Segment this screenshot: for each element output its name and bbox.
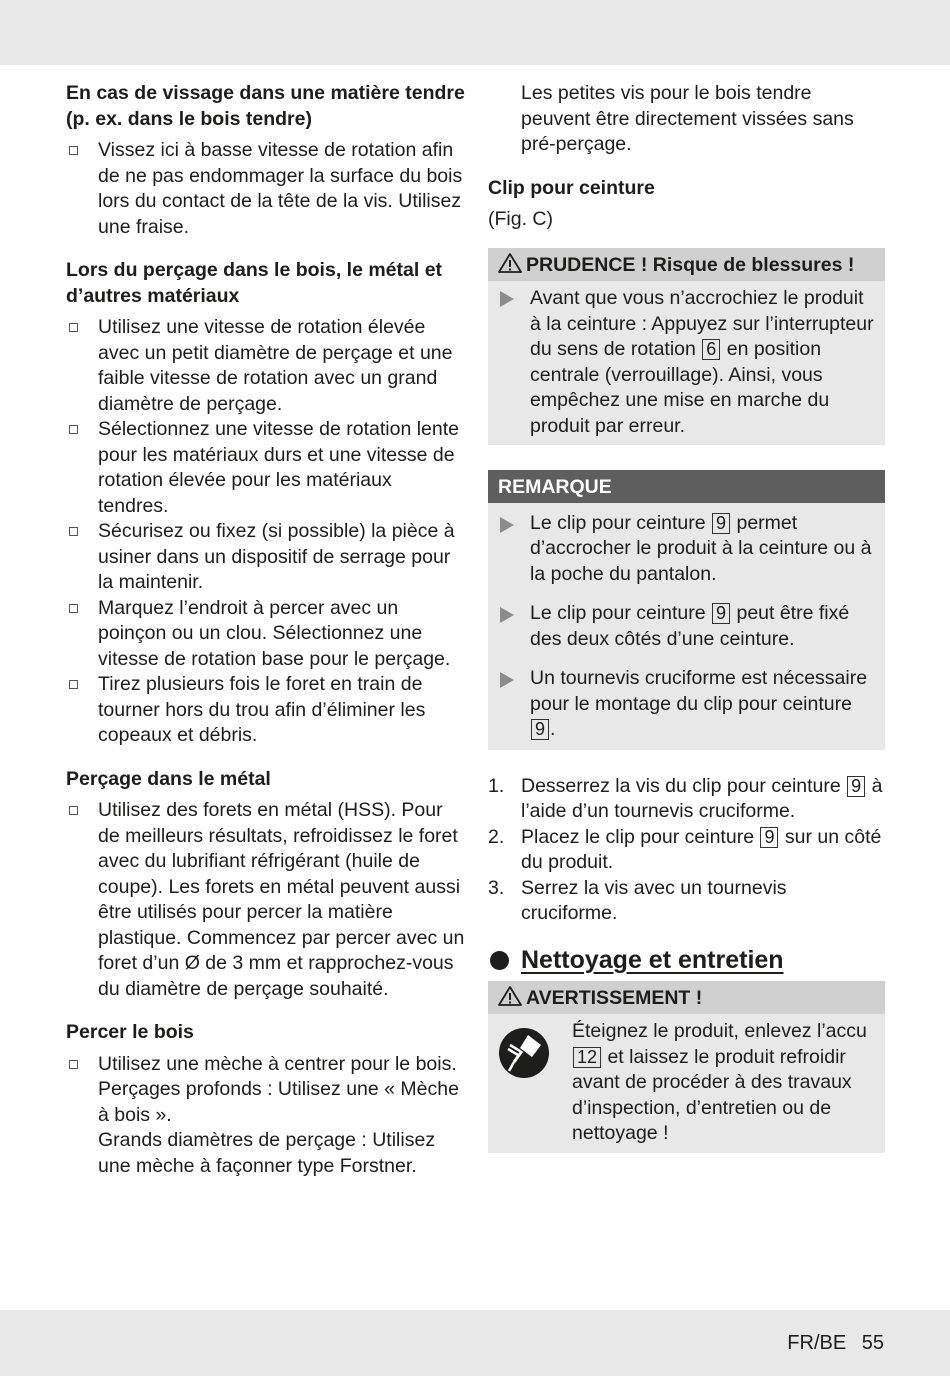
list-item-text: Utilisez une vitesse de rotation élevée avec un petit diamètre de perçage et une faible vitesse de rotation avec un grand diamètre de perçage.	[98, 316, 453, 415]
part-number-ref: 9	[712, 603, 730, 624]
warning-title: AVERTISSEMENT !	[526, 986, 703, 1009]
header-band	[0, 0, 950, 65]
note-text: .	[550, 718, 556, 740]
list-metal-drilling	[66, 798, 466, 1002]
checkbox-bullet-icon	[69, 425, 78, 434]
part-number-ref: 9	[712, 513, 730, 534]
list-item	[66, 417, 466, 519]
step-text: sur un côté du produit.	[521, 825, 882, 873]
step-item	[488, 774, 885, 825]
list-item-text: Tirez plusieurs fois le foret en train de tourner hors du trou afin d’éliminer les copeaux et débris.	[98, 673, 426, 746]
list-item	[66, 519, 466, 596]
arrow-right-icon	[500, 291, 514, 307]
warning-text-block	[572, 1019, 875, 1147]
page-number: 55	[861, 1332, 884, 1354]
part-number-ref: 6	[702, 339, 720, 360]
part-number-ref: 9	[760, 827, 778, 848]
list-item-text: Sécurisez ou fixez (si possible) la pièce à usiner dans un dispositif de serrage pour la maintenir.	[98, 520, 455, 593]
heading-wood-drilling: Percer le bois	[66, 1021, 194, 1043]
footer-language: FR/BE	[787, 1332, 847, 1354]
bullet-dot-icon	[490, 951, 509, 970]
checkbox-bullet-icon	[69, 604, 78, 613]
list-item-text: Sélectionnez une vitesse de rotation lente pour les matériaux durs et une vitesse de rotation élevée pour les matériaux tendres.	[98, 418, 459, 517]
checkbox-bullet-icon	[69, 527, 78, 536]
list-item	[66, 138, 466, 240]
caution-text: en position centrale (verrouillage). Ainsi, vous empêchez une mise en marche du produit par erreur.	[530, 338, 830, 437]
heading-soft-material: En cas de vissage dans une matière tendre (p. ex. dans le bois tendre)	[66, 82, 465, 130]
warning-text: et laissez le produit refroidir avant de procéder à des travaux d’inspection, d’entretien ou de nettoyage !	[572, 1045, 852, 1144]
caution-title: PRUDENCE ! Risque de blessures !	[526, 253, 855, 276]
caution-text: Avant que vous n’accrochiez le produit à la ceinture : Appuyez sur l’interrupteur du sens de rotation	[530, 287, 874, 360]
list-wood-drilling	[66, 1052, 466, 1180]
step-text: Placez le clip pour ceinture	[521, 825, 755, 848]
note-text: Un tournevis cruciforme est nécessaire pour le montage du clip pour ceinture	[530, 667, 868, 715]
arrow-right-icon	[500, 517, 514, 533]
list-item-text: Utilisez une mèche à centrer pour le bois.	[98, 1052, 457, 1075]
list-item-text: Perçages profonds : Utilisez une « Mèche à bois ».	[98, 1078, 459, 1126]
note-text: Le clip pour ceinture	[530, 511, 706, 534]
list-item-text: Vissez ici à basse vitesse de rotation afin de ne pas endommager la surface du bois lors du contact de la tête de la vis. Utilisez une fraise.	[98, 139, 463, 238]
note-text: permet d’accrocher le produit à la ceinture ou à la poche du pantalon.	[530, 511, 872, 585]
figure-reference: (Fig. C)	[488, 208, 553, 230]
step-number: 1.	[488, 774, 505, 797]
warning-box	[488, 981, 885, 1153]
right-column	[488, 81, 885, 1153]
section-title-text: Nettoyage et entretien	[521, 945, 784, 974]
list-drilling-materials	[66, 315, 466, 749]
warning-header	[488, 981, 885, 1015]
list-item	[66, 315, 466, 417]
part-number-ref: 12	[573, 1047, 601, 1068]
heading-metal-drilling: Perçage dans le métal	[66, 767, 271, 790]
part-number-ref: 9	[847, 776, 865, 797]
note-box	[488, 470, 885, 750]
step-number: 3.	[488, 876, 505, 899]
checkbox-bullet-icon	[69, 146, 78, 155]
note-item	[488, 507, 885, 592]
checkbox-bullet-icon	[69, 323, 78, 332]
warning-content	[488, 1014, 885, 1153]
note-header: REMARQUE	[488, 470, 885, 503]
heading-drilling-materials: Lors du perçage dans le bois, le métal et d’autres matériaux	[66, 259, 443, 307]
left-column	[66, 81, 466, 1179]
intro-paragraph: Les petites vis pour le bois tendre peuvent être directement vissées sans pré-perçage.	[521, 82, 854, 155]
warning-text: Éteignez le produit, enlevez l’accu	[572, 1020, 867, 1042]
caution-header	[488, 248, 885, 282]
note-text: peut être fixé des deux côtés d’une ceinture.	[530, 602, 850, 650]
checkbox-bullet-icon	[69, 680, 78, 689]
arrow-right-icon	[500, 672, 514, 688]
step-text: Desserrez la vis du clip pour ceinture	[521, 774, 841, 797]
step-item	[488, 825, 885, 876]
list-item-text: Grands diamètres de perçage : Utilisez une mèche à façonner type Forstner.	[98, 1129, 436, 1177]
note-item	[488, 662, 885, 747]
warning-triangle-icon	[498, 253, 522, 273]
list-item	[66, 672, 466, 749]
step-text: Serrez la vis avec un tournevis cruciforme.	[521, 876, 787, 924]
step-item	[488, 876, 885, 927]
list-item-text: Utilisez des forets en métal (HSS). Pour de meilleurs résultats, refroidissez le foret avec du lubrifiant réfrigérant (huile de coupe). Les forets en métal peuvent aussi être utilisés pour percer la matière plastique. Commencez par percer avec un foret d’un Ø de 3 mm et rapprochez-vous du diamètre de perçage souhaité.	[98, 799, 465, 1000]
arrow-right-icon	[500, 607, 514, 623]
steps-list	[488, 774, 885, 927]
caution-item	[488, 281, 885, 445]
caution-box	[488, 248, 885, 446]
note-item	[488, 597, 885, 656]
step-text: à l’aide d’un tournevis cruciforme.	[521, 774, 883, 822]
unplug-icon	[498, 1027, 550, 1079]
checkbox-bullet-icon	[69, 1060, 78, 1069]
part-number-ref: 9	[531, 719, 549, 740]
checkbox-bullet-icon	[69, 806, 78, 815]
heading-belt-clip: Clip pour ceinture	[488, 176, 655, 199]
list-item	[66, 798, 466, 1002]
page-footer	[787, 1331, 884, 1357]
list-item	[66, 596, 466, 673]
list-item	[66, 1052, 466, 1180]
section-title	[488, 945, 885, 975]
note-text: Le clip pour ceinture	[530, 602, 706, 624]
warning-triangle-icon	[498, 986, 522, 1006]
list-item-text: Marquez l’endroit à percer avec un poinçon ou un clou. Sélectionnez une vitesse de rotation base pour le perçage.	[98, 596, 451, 670]
list-soft-material	[66, 138, 466, 240]
step-number: 2.	[488, 825, 505, 848]
